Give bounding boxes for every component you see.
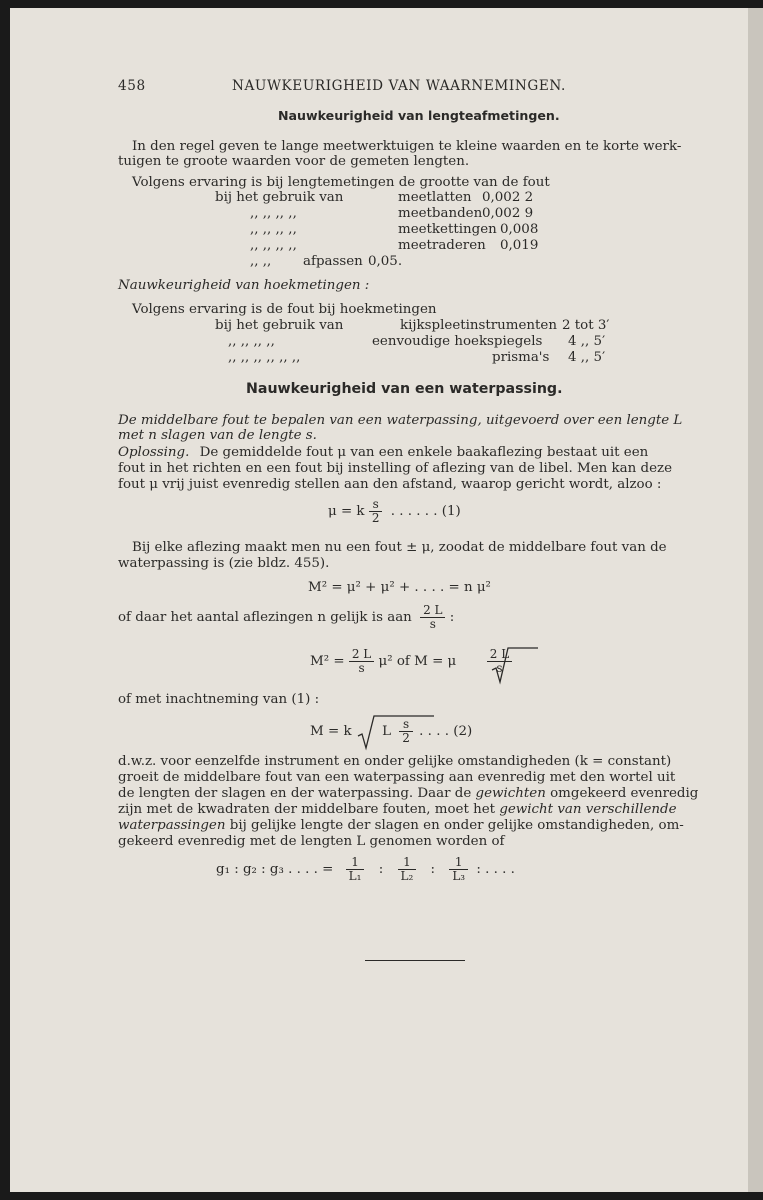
- table-row-value: 0,05.: [368, 254, 403, 269]
- eq5-den-2: L₂: [398, 869, 417, 883]
- eq5-den-1: L₁: [346, 869, 365, 883]
- table-row-prefix: ,, ,, ,, ,, ,, ,,: [228, 350, 301, 365]
- paragraph-line: In den regel geven te lange meetwerktuigen te kleine waarden en te korte werk-: [132, 139, 682, 154]
- paragraph-line: [118, 802, 677, 817]
- eq5-separator: :: [430, 862, 436, 877]
- problem-line: met n slagen van de lengte s.: [118, 428, 317, 443]
- eq5-separator: :: [378, 862, 384, 877]
- paragraph-line: d.w.z. voor eenzelfde instrument en onder gelijke omstandigheden (k = constant): [118, 754, 672, 769]
- paragraph-line: groeit de middelbare fout van een waterpassing aan evenredig met den wortel uit: [118, 770, 676, 785]
- equation-2: M² = μ² + μ² + . . . . = n μ²: [308, 580, 491, 595]
- eq3-root-denominator: s: [487, 661, 512, 675]
- p3-fraction: [420, 604, 445, 631]
- table-row-value: 0,002 2: [482, 190, 534, 205]
- eq3-root-numerator: 2 L: [489, 647, 510, 661]
- eq1-lhs: μ = k: [328, 504, 365, 519]
- paragraph-line: [118, 445, 648, 460]
- paragraph-line: fout μ vrij juist evenredig stellen aan den afstand, waarop gericht wordt, alzoo :: [118, 477, 662, 492]
- eq5-fraction-3: [449, 856, 468, 883]
- table-row-value: 0,002 9: [482, 206, 534, 221]
- paragraph-line: [118, 604, 454, 631]
- table-row-item: afpassen: [303, 254, 363, 269]
- paragraph-line: waterpassing is (zie bldz. 455).: [118, 556, 330, 571]
- paragraph-line: tuigen te groote waarden voor de gemeten lengten.: [118, 154, 470, 169]
- p3-denominator: s: [420, 617, 445, 631]
- paragraph-line: Volgens ervaring is de fout bij hoekmetingen: [132, 302, 437, 317]
- p3-text: of daar het aantal aflezingen n gelijk is aan: [118, 610, 412, 625]
- text-run-italic: gewichten: [475, 786, 546, 801]
- eq5-num-2: 1: [403, 855, 411, 869]
- eq3-lhs: M² =: [310, 654, 345, 669]
- table-row-item: kijkspleetinstrumenten: [400, 318, 557, 333]
- paragraph-line: [118, 786, 698, 801]
- table-row-prefix: ,, ,, ,, ,,: [250, 206, 297, 221]
- table-row-prefix: ,, ,,: [250, 254, 272, 269]
- equation-5: [216, 856, 515, 883]
- page-edge: [748, 8, 763, 1192]
- solution-label: Oplossing.: [118, 445, 190, 460]
- eq4-lhs: M = k: [310, 724, 352, 739]
- equation-1: [328, 498, 461, 525]
- table-row-prefix: bij het gebruik van: [215, 318, 344, 333]
- paragraph-line: of met inachtneming van (1) :: [118, 692, 320, 707]
- table-row-range: 2 tot 3′: [562, 318, 610, 333]
- paragraph-line: [118, 818, 684, 833]
- eq4-numerator: s: [403, 717, 410, 731]
- problem-line: De middelbare fout te bepalen van een waterpassing, uitgevoerd over een lengte L: [118, 413, 683, 428]
- text-run: de lengten der slagen en der waterpassing. Daar de: [118, 786, 472, 801]
- eq1-tail: . . . . . . (1): [390, 504, 461, 519]
- eq4-denominator: 2: [399, 731, 413, 745]
- eq3-numerator: 2 L: [351, 647, 372, 661]
- eq5-fraction-1: [346, 856, 365, 883]
- eq4-inner: L: [382, 724, 391, 739]
- eq5-den-3: L₃: [449, 869, 468, 883]
- book-page: [10, 8, 748, 1192]
- radical-icon: [490, 646, 540, 686]
- paragraph-line: Volgens ervaring is bij lengtemetingen de grootte van de fout: [132, 175, 550, 190]
- eq4-tail: . . . . (2): [419, 724, 473, 739]
- eq5-lhs: g₁ : g₂ : g₃ . . . . =: [216, 862, 334, 877]
- eq5-tail: : . . . .: [476, 862, 515, 877]
- table-row-item: meetbanden: [398, 206, 483, 221]
- paragraph-line: Bij elke aflezing maakt men nu een fout ± μ, zoodat de middelbare fout van de: [132, 540, 667, 555]
- page-number: 458: [118, 78, 146, 94]
- text-run: omgekeerd evenredig: [550, 786, 699, 801]
- text-run: zijn met de kwadraten der middelbare fouten, moet het: [118, 802, 496, 817]
- table-row-prefix: ,, ,, ,, ,,: [228, 334, 275, 349]
- eq1-fraction: [369, 498, 383, 525]
- eq3-mid: μ² of M = μ: [378, 654, 457, 669]
- table-row-item: eenvoudige hoekspiegels: [372, 334, 543, 349]
- eq1-numerator: s: [372, 497, 379, 511]
- table-row-range: 4 ,, 5′: [568, 334, 606, 349]
- eq5-fraction-2: [398, 856, 417, 883]
- table-row-range: 4 ,, 5′: [568, 350, 606, 365]
- section-heading-waterpassing: Nauwkeurigheid van een waterpassing.: [246, 381, 563, 397]
- paragraph-line: gekeerd evenredig met de lengten L genomen worden of: [118, 834, 505, 849]
- table-row-prefix: bij het gebruik van: [215, 190, 344, 205]
- running-title: NAUWKEURIGHEID VAN WAARNEMINGEN.: [232, 78, 566, 94]
- subheading-hoek: Nauwkeurigheid van hoekmetingen :: [118, 278, 370, 293]
- table-row-item: meetlatten: [398, 190, 472, 205]
- solution-text: De gemiddelde fout μ van een enkele baakaflezing bestaat uit een: [199, 445, 649, 460]
- eq1-denominator: 2: [369, 511, 383, 525]
- end-rule-divider: [365, 960, 465, 961]
- table-row-prefix: ,, ,, ,, ,,: [250, 222, 297, 237]
- text-run-italic: waterpassingen: [118, 818, 226, 833]
- table-row-item: meetkettingen: [398, 222, 497, 237]
- table-row-prefix: ,, ,, ,, ,,: [250, 238, 297, 253]
- table-row-item: prisma's: [492, 350, 550, 365]
- paragraph-line: fout in het richten en een fout bij instelling of aflezing van de libel. Men kan deze: [118, 461, 672, 476]
- p3-colon: :: [449, 610, 455, 625]
- p3-numerator: 2 L: [423, 603, 443, 617]
- radical-icon: [356, 714, 436, 752]
- equation-3: [310, 648, 512, 675]
- eq3-fraction: [349, 648, 374, 675]
- table-row-item: meetraderen: [398, 238, 486, 253]
- table-row-value: 0,019: [500, 238, 539, 253]
- table-row-value: 0,008: [500, 222, 539, 237]
- eq5-num-1: 1: [351, 855, 359, 869]
- eq5-num-3: 1: [454, 855, 463, 869]
- text-run-italic: gewicht van verschillende: [499, 802, 677, 817]
- eq3-denominator: s: [349, 661, 374, 675]
- section-heading-lengte: Nauwkeurigheid van lengteafmetingen.: [278, 108, 560, 123]
- text-run: bij gelijke lengte der slagen en onder gelijke omstandigheden, om-: [229, 818, 684, 833]
